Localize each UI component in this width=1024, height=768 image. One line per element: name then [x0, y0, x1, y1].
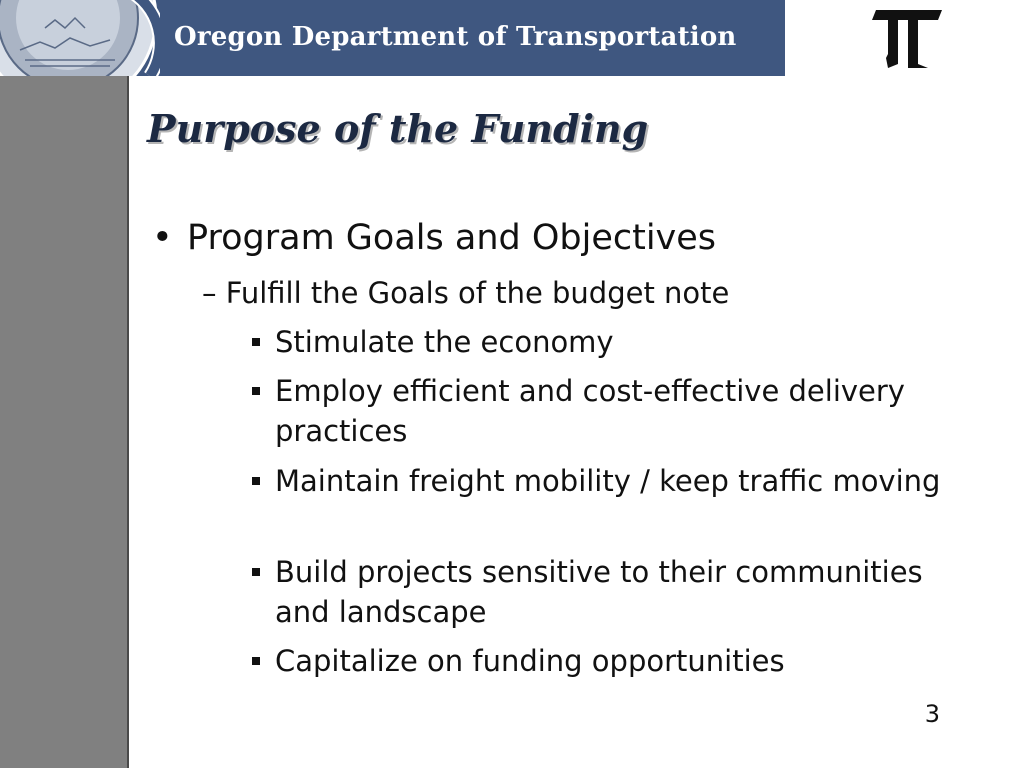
sub-bullet-text: Fulfill the Goals of the budget note — [225, 276, 730, 310]
bullet-text: Program Goals and Objectives — [187, 218, 717, 258]
list-item-text: Build projects sensitive to their communities and landscape — [275, 555, 923, 629]
sub-bullet-fulfill-goals — [202, 276, 729, 310]
list-item-text: Employ efficient and cost-effective delivery practices — [275, 374, 905, 448]
square-bullet-icon — [252, 568, 260, 576]
agency-name: Oregon Department of Transportation — [174, 22, 737, 52]
square-bullet-icon — [252, 338, 260, 346]
list-item-text: Stimulate the economy — [275, 325, 614, 359]
bullet-marker: • — [152, 218, 173, 258]
list-item-text: Capitalize on funding opportunities — [275, 644, 785, 678]
header-banner — [0, 0, 785, 76]
left-sidebar-bar — [0, 76, 129, 768]
sub-bullet-marker: – — [202, 276, 217, 310]
page-number: 3 — [924, 700, 940, 728]
square-bullet-icon — [252, 657, 260, 665]
oregon-state-seal-icon — [0, 0, 160, 76]
list-item-text: Maintain freight mobility / keep traffic moving — [275, 464, 941, 498]
square-bullet-icon — [252, 477, 260, 485]
odot-logo-icon — [868, 4, 948, 72]
square-bullet-icon — [252, 387, 260, 395]
slide-title: Purpose of the Funding — [147, 106, 649, 151]
